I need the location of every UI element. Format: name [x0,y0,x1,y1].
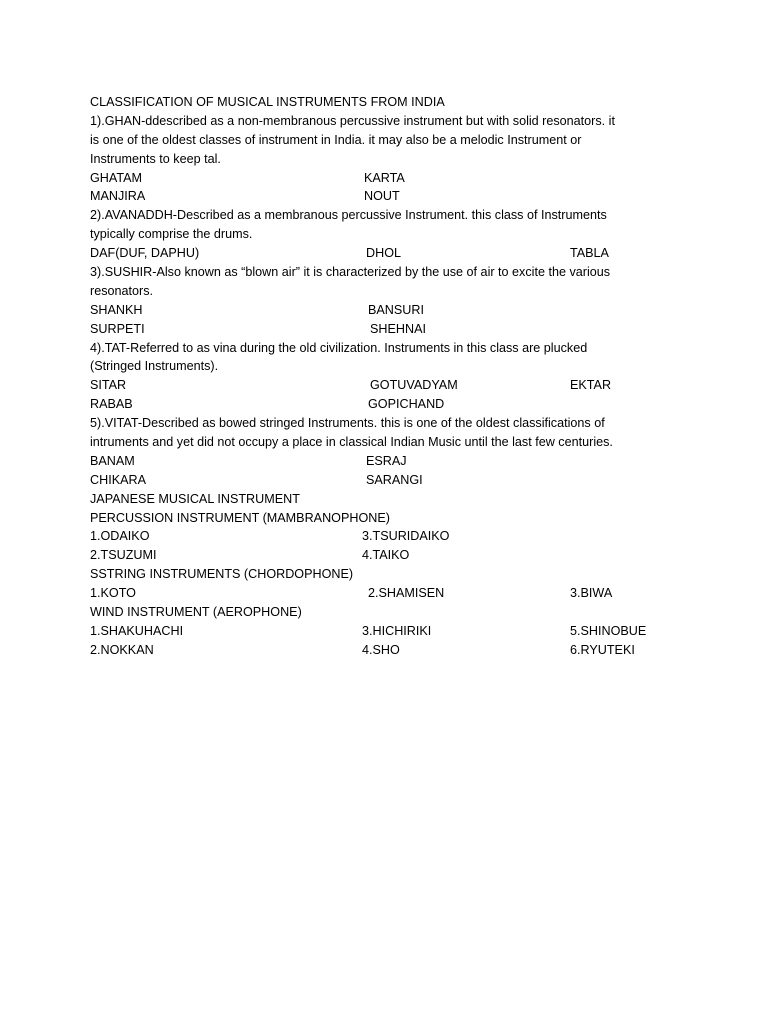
tat-desc-line-1: 4).TAT-Referred to as vina during the old civilization. Instruments in this class are plucked [90,340,588,355]
vitat-instrument-row [90,471,690,490]
percussion-instrument-row [90,527,690,546]
sushir-instrument-row [90,320,690,339]
instrument-name: GOTUVADYAM [370,378,458,393]
instrument-name: 1.SHAKUHACHI [90,623,184,638]
instrument-name: 4.TAIKO [362,548,410,563]
vitat-desc-line-2: intruments and yet did not occupy a place in classical Indian Music until the last few centuries. [90,435,613,450]
instrument-name: KARTA [364,170,405,185]
instrument-name: 3.TSURIDAIKO [362,529,450,544]
instrument-name: 4.SHO [362,642,400,657]
instrument-name: SHANKH [90,302,143,317]
tat-instrument-row [90,376,690,395]
ghan-desc-line-1: 1).GHAN-ddescribed as a non-membranous percussive instrument but with solid resonators. it [90,113,615,128]
document-page [90,93,690,660]
string-instrument-row [90,584,690,603]
avanaddh-desc-line-2: typically comprise the drums. [90,227,253,242]
sushir-desc-line-2: resonators. [90,283,153,298]
instrument-name: BANAM [90,453,135,468]
wind-instrument-row [90,641,690,660]
instrument-name: CHIKARA [90,472,146,487]
instrument-name: MANJIRA [90,189,146,204]
instrument-name: SHEHNAI [370,321,426,336]
wind-instrument-row [90,622,690,641]
instrument-name: 2.TSUZUMI [90,548,157,563]
string-heading: SSTRING INSTRUMENTS (CHORDOPHONE) [90,567,354,582]
ghan-instrument-row [90,187,690,206]
instrument-name: 5.SHINOBUE [570,623,647,638]
percussion-heading: PERCUSSION INSTRUMENT (MAMBRANOPHONE) [90,510,390,525]
instrument-name: DAF(DUF, DAPHU) [90,246,200,261]
instrument-name: 1.KOTO [90,586,136,601]
instrument-name: 2.NOKKAN [90,642,154,657]
instrument-name: 1.ODAIKO [90,529,150,544]
instrument-name: GOPICHAND [368,397,445,412]
tat-instrument-row [90,395,690,414]
avanaddh-instrument-row [90,244,690,263]
avanaddh-desc-line-1: 2).AVANADDH-Described as a membranous percussive Instrument. this class of Instruments [90,208,607,223]
percussion-instrument-row [90,546,690,565]
instrument-name: DHOL [366,246,401,261]
instrument-name: 2.SHAMISEN [368,586,445,601]
instrument-name: GHATAM [90,170,143,185]
instrument-name: 3.HICHIRIKI [362,623,432,638]
instrument-name: SURPETI [90,321,145,336]
japanese-heading: JAPANESE MUSICAL INSTRUMENT [90,491,300,506]
instrument-name: EKTAR [570,378,612,393]
vitat-desc-line-1: 5).VITAT-Described as bowed stringed Instruments. this is one of the oldest classifications of [90,416,605,431]
ghan-instrument-row [90,169,690,188]
ghan-desc-line-3: Instruments to keep tal. [90,151,221,166]
ghan-desc-line-2: is one of the oldest classes of instrument in India. it may also be a melodic Instrument or [90,132,582,147]
instrument-name: SITAR [90,378,127,393]
tat-desc-line-2: (Stringed Instruments). [90,359,219,374]
instrument-name: 3.BIWA [570,586,613,601]
vitat-instrument-row [90,452,690,471]
sushir-instrument-row [90,301,690,320]
instrument-name: BANSURI [368,302,424,317]
instrument-name: TABLA [570,246,609,261]
instrument-name: ESRAJ [366,453,407,468]
instrument-name: 6.RYUTEKI [570,642,635,657]
instrument-name: RABAB [90,397,133,412]
instrument-name: NOUT [364,189,400,204]
sushir-desc-line-1: 3).SUSHIR-Also known as “blown air” it is characterized by the use of air to excite the various [90,265,611,280]
wind-heading: WIND INSTRUMENT (AEROPHONE) [90,605,302,620]
document-title: CLASSIFICATION OF MUSICAL INSTRUMENTS FROM INDIA [90,95,445,109]
instrument-name: SARANGI [366,472,423,487]
